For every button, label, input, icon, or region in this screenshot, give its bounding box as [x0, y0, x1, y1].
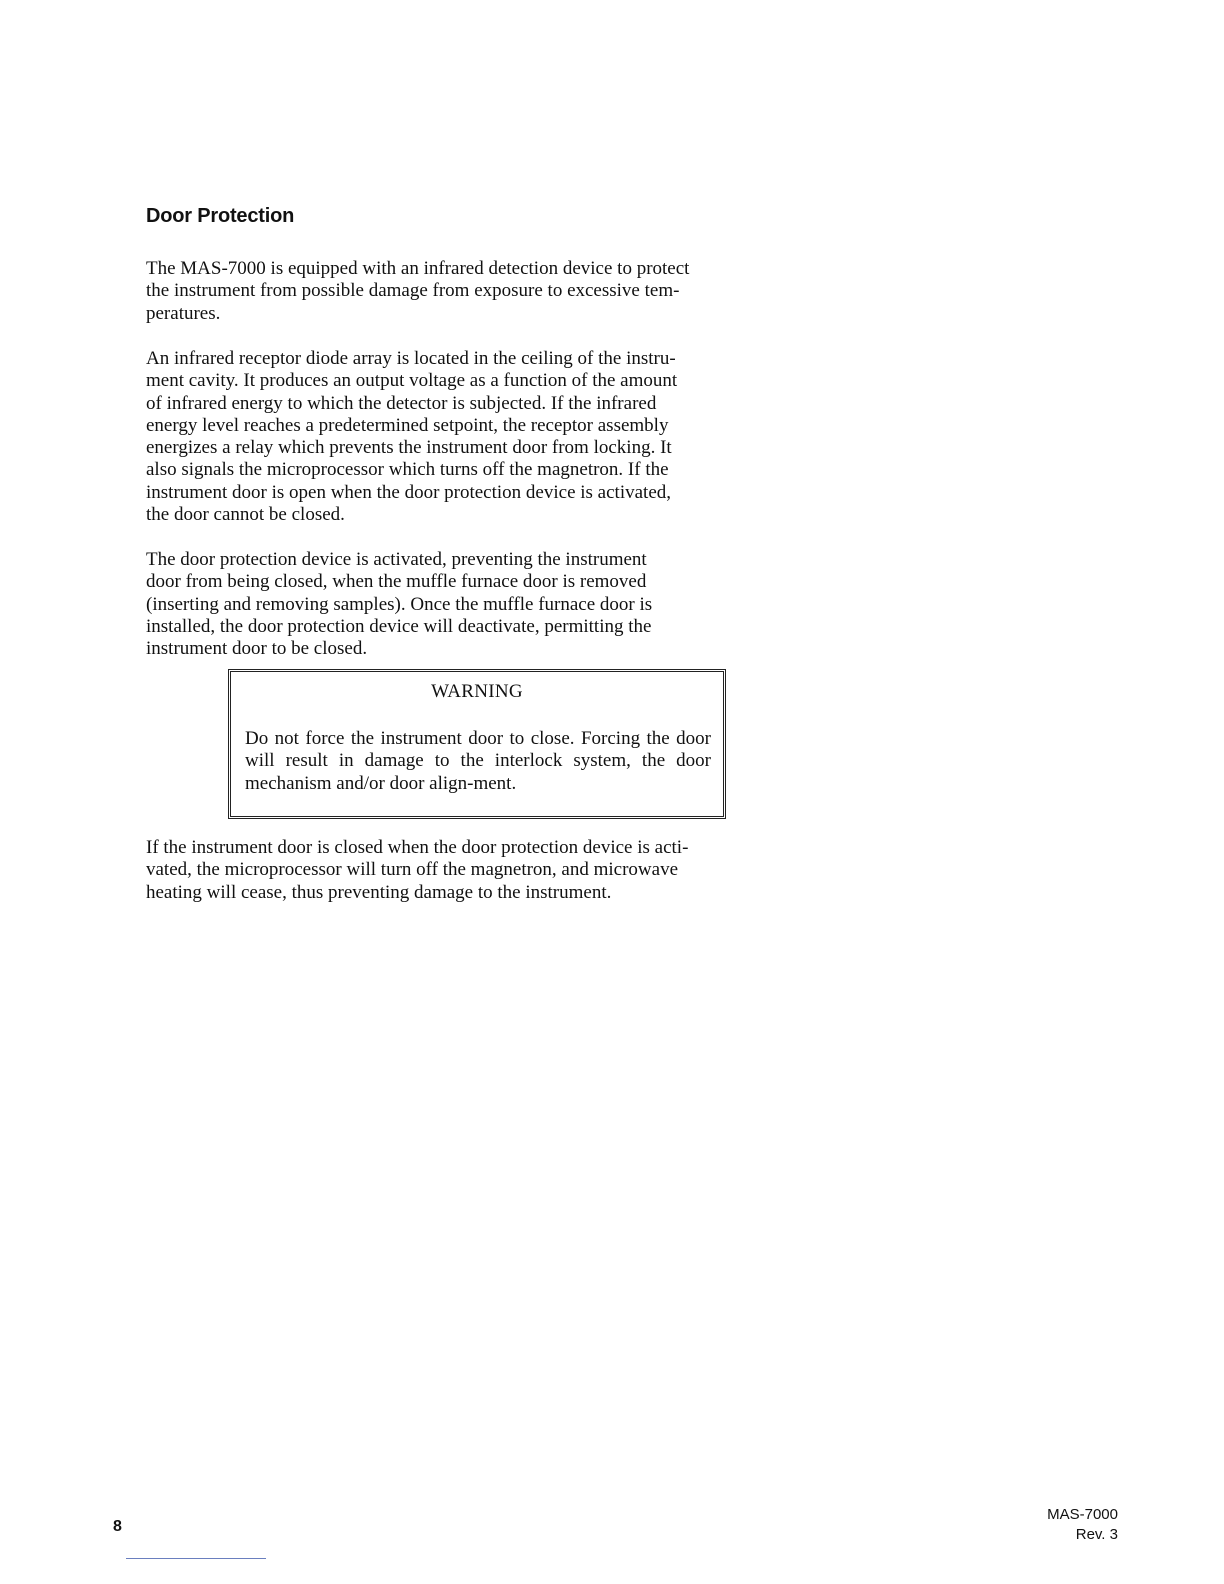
page-number: 8 [113, 1518, 122, 1535]
warning-box [228, 669, 726, 819]
footer-divider [126, 1558, 266, 1559]
warning-title: WARNING [431, 681, 523, 702]
footer-model-revision [1047, 1505, 1118, 1545]
footer-revision: Rev. 3 [1075, 1526, 1118, 1543]
warning-text: Do not force the instrument door to close. Forcing the door will result in damage to the interlock system, the door mechanism and/or door align-ment. [245, 728, 711, 794]
paragraph-receptor: An infrared receptor diode array is located in the ceiling of the instru- ment cavity. It produces an output voltage as a function of the amount of infrared energy to which the detector is subjected. If the infrared energy level reaches a predetermined setpoint, the receptor assembly energizes a relay which prevents the instrument door from locking. It also signals the microprocessor which turns off the magnetron. If the instrument door is open when the door protection device is activated, the door cannot be closed. [146, 348, 678, 526]
footer-model: MAS-7000 [1047, 1506, 1118, 1523]
paragraph-activation: The door protection device is activated, preventing the instrument door from being closed, when the muffle furnace door is removed (inserting and removing samples). Once the muffle furnace door is installed, the door protection device will deactivate, permitting the instrument door to be closed. [146, 549, 653, 660]
paragraph-intro: The MAS-7000 is equipped with an infrared detection device to protect the instrument from possible damage from exposure to excessive tem- peratures. [146, 258, 690, 324]
paragraph-closed-door: If the instrument door is closed when the door protection device is acti- vated, the microprocessor will turn off the magnetron, and microwave heating will cease, thus preventing damage to the instrument. [146, 837, 689, 903]
section-heading: Door Protection [146, 205, 295, 227]
